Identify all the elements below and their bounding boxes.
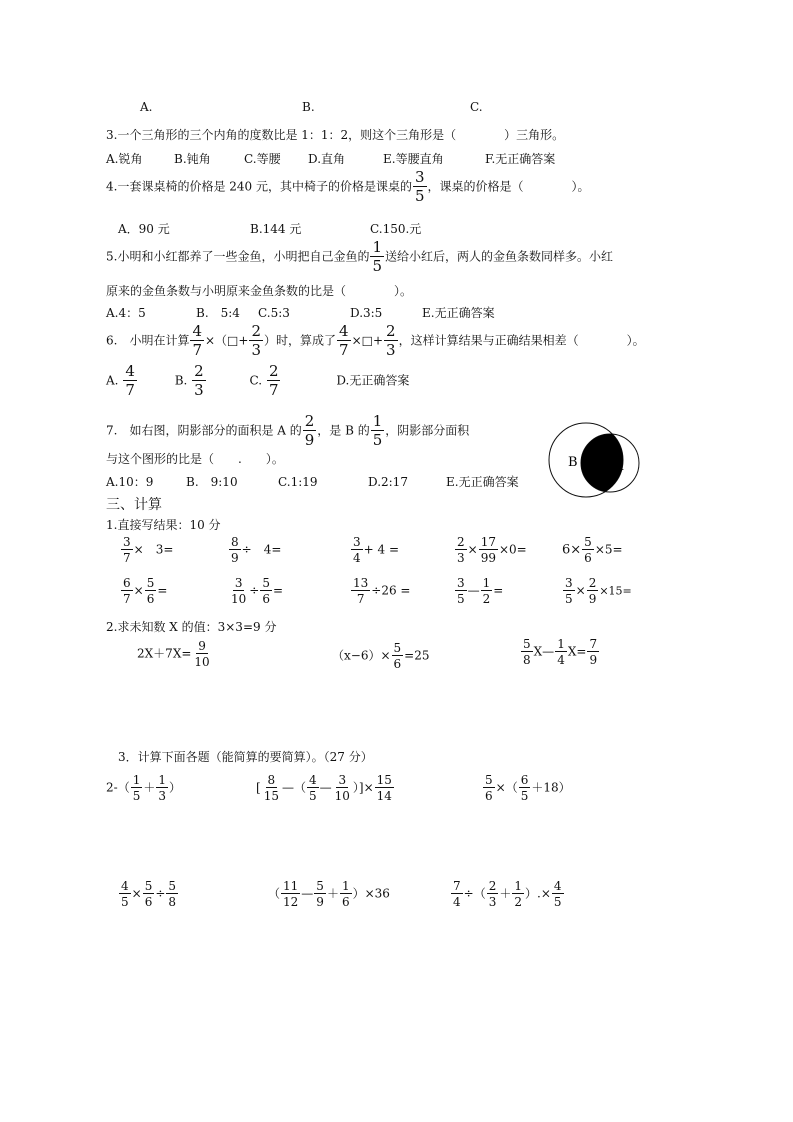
fraction (487, 880, 499, 908)
fraction (229, 577, 248, 605)
denominator: 3 (386, 341, 396, 359)
fraction (582, 536, 594, 564)
fraction (229, 536, 241, 564)
fraction (166, 880, 178, 908)
denominator: 5 (372, 431, 383, 449)
venn-diagram (548, 420, 648, 500)
expr-text: ×0= (498, 542, 527, 557)
numerator: 7 (589, 637, 598, 651)
expr-text: ÷ (249, 583, 260, 598)
expr-text: X— (533, 644, 555, 659)
numerator: 4 (339, 322, 349, 340)
fraction (121, 577, 133, 605)
expr-text: + 4 = (363, 542, 400, 557)
expr-text: X= (567, 644, 587, 659)
numerator: 1 (132, 773, 141, 787)
denominator: 6 (341, 895, 350, 909)
q6-mid2: ）时，算成了 (264, 333, 337, 348)
option: A．90 元 (118, 222, 170, 236)
expr-1-4 (454, 536, 527, 564)
numerator: 15 (376, 773, 392, 787)
denominator: 7 (268, 381, 279, 399)
numerator: 1 (557, 637, 565, 651)
equation-1 (137, 640, 213, 668)
denominator: 7 (356, 592, 365, 606)
option: B. 5:4 (196, 306, 240, 320)
expr-text: ）]× (352, 780, 374, 795)
problem-2 (256, 774, 395, 802)
denominator: 9 (316, 895, 324, 909)
denominator: 4 (353, 551, 361, 565)
fraction (337, 324, 351, 358)
denominator: 7 (125, 381, 135, 399)
denominator: 10 (231, 592, 247, 606)
question-4-options (118, 220, 421, 237)
fraction (587, 577, 599, 605)
numerator: 5 (146, 576, 155, 590)
fraction (314, 880, 326, 908)
denominator: 15 (263, 789, 279, 803)
expr-text: ＋ (326, 886, 339, 901)
expr-text: ＋18） (531, 780, 571, 795)
denominator: 3 (158, 789, 166, 803)
fraction (119, 880, 131, 908)
expr-text: =25 (404, 648, 430, 663)
expr-text: —（ (281, 780, 306, 795)
fraction (455, 577, 467, 605)
numerator: 1 (372, 238, 382, 256)
numerator: 3 (353, 535, 361, 549)
denominator: 9 (589, 653, 598, 667)
q7-pre: 7. 如右图，阴影部分的面积是 A 的 (106, 423, 302, 438)
expr-2-1 (120, 577, 167, 605)
denominator: 5 (372, 257, 382, 275)
expr-1-1 (120, 536, 173, 564)
expr-text: ×15= (599, 584, 632, 598)
fraction (552, 880, 564, 908)
denominator: 8 (168, 895, 177, 909)
option-d: D.无正确答案 (336, 373, 410, 388)
expr-2-5 (562, 577, 632, 605)
expr-text: ＋ (143, 780, 156, 795)
denominator: 5 (565, 592, 573, 606)
expr-text: = (157, 583, 168, 598)
numerator: 6 (520, 773, 529, 787)
section-title: 三、计算 (106, 497, 162, 513)
q5-pre: 5.小明和小红都养了一些金鱼，小明把自己金鱼的 (106, 249, 370, 264)
fraction (351, 536, 363, 564)
option: A.锐角 (106, 152, 143, 166)
numerator: 4 (192, 322, 202, 340)
denominator: 5 (520, 789, 529, 803)
fraction (281, 880, 300, 908)
denominator: 12 (283, 895, 299, 909)
fraction (123, 364, 137, 398)
numerator: 3 (234, 576, 243, 590)
option: B.144 元 (250, 222, 302, 236)
numerator: 5 (485, 773, 493, 787)
denominator: 2 (514, 895, 522, 909)
option: E.等腰直角 (383, 152, 444, 166)
option-a-label: A. (140, 100, 153, 114)
numerator: 6 (123, 576, 131, 590)
expr-text: = (272, 583, 284, 598)
denominator: 7 (192, 341, 202, 359)
question-4-text (106, 170, 590, 204)
fraction (519, 774, 531, 802)
expr-text: — (301, 886, 314, 901)
question-7-options (106, 473, 519, 490)
question-6-text (106, 324, 645, 358)
expr-text: 2X＋7X= (137, 646, 192, 661)
question-7-line2: 与这个图形的比是（ . ）。 (106, 452, 284, 466)
option: D.2:17 (368, 475, 408, 489)
q6-pre: 6. 小明在计算 (106, 333, 190, 348)
q7-post: ，阴影部分面积 (385, 423, 470, 438)
numerator: 1 (372, 412, 383, 430)
denominator: 9 (304, 431, 315, 449)
fraction (375, 774, 394, 802)
problem-6 (450, 880, 565, 908)
option-a: A. (106, 373, 119, 388)
expr-2-2 (228, 577, 283, 605)
expr-text: ×（ (495, 780, 518, 795)
denominator: 14 (376, 789, 392, 803)
fraction (307, 774, 319, 802)
numerator: 2 (194, 362, 204, 380)
numerator: 4 (553, 879, 562, 893)
fraction (371, 414, 385, 448)
expr-text: × 3= (133, 542, 174, 557)
fraction (351, 577, 370, 605)
expr-text: [ (256, 780, 261, 795)
fraction (370, 240, 384, 274)
numerator: 8 (267, 773, 276, 787)
question-5-line2: 原来的金鱼条数与小明原来金鱼条数的比是（ ）。 (106, 284, 413, 298)
fraction (260, 577, 272, 605)
denominator: 3 (488, 895, 497, 909)
option: F.无正确答案 (485, 152, 556, 166)
problem-5 (268, 880, 390, 908)
numerator: 2 (386, 322, 396, 340)
denominator: 7 (123, 551, 131, 565)
fraction (303, 414, 317, 448)
denominator: 5 (553, 895, 562, 909)
denominator: 5 (415, 187, 425, 205)
fraction (555, 638, 567, 666)
fraction (521, 638, 533, 666)
expr-text: ÷ (155, 886, 166, 901)
option: C.5:3 (258, 306, 290, 320)
equation-3 (520, 638, 600, 666)
fraction (333, 774, 352, 802)
expr-text: ×5= (594, 542, 623, 557)
denominator: 9 (231, 551, 239, 565)
expr-2-4 (454, 577, 503, 605)
denominator: 5 (132, 789, 141, 803)
numerator: 5 (584, 535, 592, 549)
numerator: 4 (121, 879, 129, 893)
expr-text: — (467, 583, 480, 598)
fraction (156, 774, 168, 802)
denominator: 5 (457, 592, 465, 606)
option: E.无正确答案 (446, 475, 519, 489)
question-5-options (106, 304, 495, 321)
denominator: 6 (393, 657, 402, 671)
expr-1-2 (228, 536, 281, 564)
expr-text: （ (268, 886, 281, 901)
option-c: C. (249, 373, 263, 388)
fraction (392, 642, 404, 670)
expr-text: ÷26 = (371, 583, 411, 598)
question-3-options (106, 150, 555, 167)
fraction (121, 536, 133, 564)
denominator: 3 (457, 551, 465, 565)
fraction (384, 324, 398, 358)
denominator: 7 (123, 592, 131, 606)
part-2-title: 2.求未知数 X 的值：3×3=9 分 (106, 620, 277, 634)
numerator: 9 (198, 639, 206, 653)
q4-post: ，课桌的价格是（ ）。 (427, 179, 590, 194)
fraction (455, 536, 467, 564)
expr-text: ÷（ (463, 886, 486, 901)
q6-mid1: ×（□+ (205, 333, 249, 348)
fraction (481, 577, 493, 605)
fraction (267, 364, 281, 398)
expr-1-5 (562, 536, 623, 564)
option: E.无正确答案 (422, 306, 495, 320)
expr-text: 2-（ (106, 780, 130, 795)
denominator: 8 (523, 653, 531, 667)
question-7-text (106, 414, 469, 448)
numerator: 1 (158, 773, 166, 787)
expr-text: = (493, 583, 504, 598)
numerator: 3 (123, 535, 131, 549)
numerator: 5 (144, 879, 153, 893)
denominator: 3 (251, 341, 261, 359)
question-3-text: 3.一个三角形的三个内角的度数比是 1：1：2，则这个三角形是（ ）三角形。 (106, 128, 565, 142)
expr-text: 6× (562, 542, 582, 558)
option-c-label: C. (470, 100, 483, 114)
fraction (479, 536, 498, 564)
numerator: 1 (482, 576, 491, 590)
denominator: 10 (194, 655, 210, 669)
option-b-label: B. (302, 100, 315, 114)
numerator: 3 (565, 576, 573, 590)
denominator: 7 (339, 341, 349, 359)
numerator: 4 (308, 773, 317, 787)
numerator: 5 (523, 637, 531, 651)
fraction (262, 774, 281, 802)
expr-1-3 (350, 536, 399, 564)
fraction (451, 880, 463, 908)
option: B. 9:10 (186, 475, 238, 489)
fraction (483, 774, 495, 802)
expr-text: （x−6）× (332, 648, 391, 663)
problem-1 (106, 774, 181, 802)
fraction (131, 774, 143, 802)
numerator: 11 (283, 879, 299, 893)
denominator: 6 (584, 551, 592, 565)
denominator: 9 (588, 592, 597, 606)
numerator: 2 (304, 412, 315, 430)
part-1-title: 1.直接写结果：10 分 (106, 518, 221, 532)
denominator: 4 (557, 653, 565, 667)
expr-text: × (467, 542, 478, 557)
q6-mid3: ×□+ (351, 333, 384, 348)
numerator: 2 (268, 362, 279, 380)
numerator: 5 (393, 641, 402, 655)
question-6-options (106, 364, 409, 398)
expr-text: × (133, 583, 144, 598)
expr-text: ）.× (525, 886, 551, 901)
fraction (143, 880, 155, 908)
numerator: 3 (457, 576, 465, 590)
numerator: 13 (353, 576, 369, 590)
numerator: 2 (488, 879, 497, 893)
option: B.钝角 (174, 152, 211, 166)
numerator: 2 (251, 322, 261, 340)
fraction (587, 638, 599, 666)
numerator: 2 (457, 535, 465, 549)
denominator: 6 (262, 592, 270, 606)
expr-text: × (575, 583, 586, 598)
denominator: 5 (308, 789, 317, 803)
fraction (512, 880, 524, 908)
denominator: 6 (485, 789, 493, 803)
expr-text: ÷ 4= (241, 542, 282, 557)
numerator: 1 (514, 879, 522, 893)
fraction (145, 577, 157, 605)
fraction (563, 577, 575, 605)
q7-mid: ，是 B 的 (317, 423, 370, 438)
option-b: B. (174, 373, 188, 388)
q4-pre: 4.一套课桌椅的价格是 240 元，其中椅子的价格是课桌的 (106, 179, 412, 194)
denominator: 6 (144, 895, 153, 909)
expr-text: ）×36 (352, 886, 390, 901)
problem-3 (482, 774, 571, 802)
problem-4 (118, 880, 179, 908)
question-5-text (106, 240, 613, 274)
option: D.直角 (308, 152, 346, 166)
denominator: 3 (194, 381, 204, 399)
numerator: 5 (168, 879, 177, 893)
numerator: 17 (480, 535, 496, 549)
q6-post: ，这样计算结果与正确结果相差（ ）。 (398, 333, 645, 348)
denominator: 99 (480, 551, 496, 565)
denominator: 10 (334, 789, 350, 803)
option: D.3:5 (350, 306, 383, 320)
numerator: 3 (415, 168, 425, 186)
numerator: 8 (231, 535, 239, 549)
numerator: 5 (316, 879, 324, 893)
option: C.1:19 (278, 475, 318, 489)
numerator: 3 (338, 773, 347, 787)
numerator: 1 (341, 879, 350, 893)
numerator: 5 (262, 576, 270, 590)
fraction (192, 640, 211, 668)
part-3-title: 3．计算下面各题（能简算的要简算）。（27 分） (118, 750, 373, 764)
equation-2 (332, 642, 429, 670)
expr-text: ＋ (499, 886, 512, 901)
numerator: 7 (453, 879, 461, 893)
fraction (192, 364, 206, 398)
option: C.150.元 (370, 222, 422, 236)
expr-2-3 (350, 577, 410, 605)
fraction (413, 170, 427, 204)
denominator: 4 (453, 895, 461, 909)
expr-text: — (319, 780, 332, 795)
fraction (340, 880, 352, 908)
expr-text: × (131, 886, 142, 901)
expr-text: ） (169, 780, 182, 795)
denominator: 2 (482, 592, 491, 606)
denominator: 6 (146, 592, 155, 606)
option: C.等腰 (244, 152, 281, 166)
option: A.4：5 (106, 306, 146, 320)
fraction (249, 324, 263, 358)
denominator: 5 (121, 895, 129, 909)
label-b: B (568, 455, 578, 470)
q5-post: 送给小红后，两人的金鱼条数同样多。小红 (385, 249, 614, 264)
label-a: A (614, 459, 624, 474)
numerator: 2 (588, 576, 597, 590)
option: A.10：9 (106, 475, 154, 489)
fraction (190, 324, 204, 358)
numerator: 4 (125, 362, 135, 380)
